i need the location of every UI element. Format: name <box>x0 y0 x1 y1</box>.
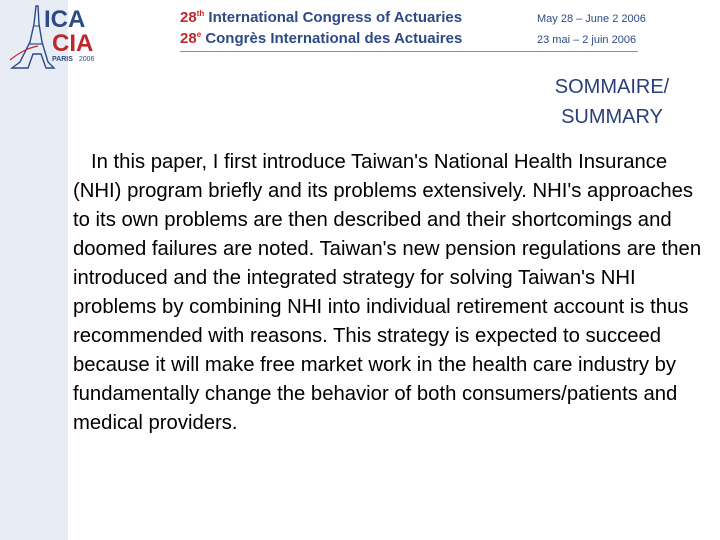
logo-city: PARIS <box>52 56 73 63</box>
congress-name-french <box>180 30 462 47</box>
slide-title-line-2: SUMMARY <box>561 106 663 128</box>
left-accent-band <box>0 0 68 540</box>
slide-title-line-1: SOMMAIRE/ <box>554 76 670 98</box>
congress-name-english <box>180 9 462 26</box>
congress-ordinal-suffix-en: th <box>196 9 205 18</box>
logo-year: 2006 <box>78 56 95 63</box>
congress-title-en: International Congress of Actuaries <box>208 9 463 26</box>
congress-title-fr: Congrès International des Actuaires <box>205 30 463 47</box>
congress-ordinal-fr: 28 <box>180 30 197 47</box>
congress-dates-english: May 28 – June 2 2006 <box>537 13 646 25</box>
congress-dates-french: 23 mai – 2 juin 2006 <box>537 34 637 46</box>
summary-paragraph: In this paper, I first introduce Taiwan's National Health Insurance (NHI) program briefly and its problems extensively. NHI's approaches to its own problems are then described and their shortcomings and doomed failures are noted. Taiwan's new pension regulations are then introduced and the integrated strategy for solving Taiwan's NHI problems by combining NHI into individual retirement account is thus recommended with reasons. This strategy is expected to succeed because it will make free market work in the health care industry by fundamentally change the behavior of both consumers/patients and medical providers. <box>73 151 702 434</box>
ica-cia-logo <box>8 4 108 70</box>
congress-ordinal-en: 28 <box>180 9 197 26</box>
header-divider <box>180 51 638 52</box>
congress-header <box>0 0 720 70</box>
logo-cia-text: CIA <box>52 30 94 57</box>
logo-city-year <box>52 56 94 63</box>
logo-ica-text: ICA <box>44 6 86 33</box>
congress-ordinal-suffix-fr: e <box>196 30 202 39</box>
slide-title <box>520 72 704 132</box>
